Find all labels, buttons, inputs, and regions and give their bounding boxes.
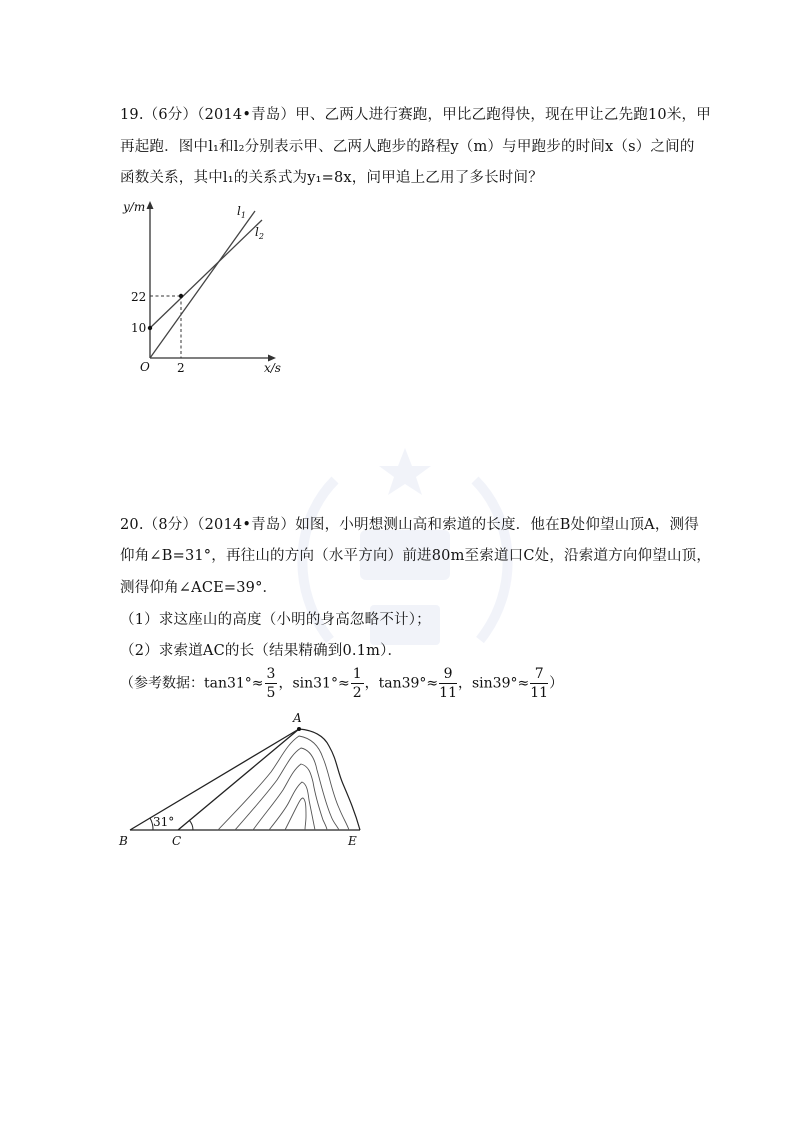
q19-line2: 再起跑．图中l₁和l₂分别表示甲、乙两人跑步的路程y（m）与甲跑步的时间x（s）之间的 bbox=[120, 139, 695, 155]
q20-line1: 20.（8分）（2014•青岛）如图，小明想测山高和索道的长度．他在B处仰望山顶A，测得 bbox=[120, 517, 699, 533]
ref-sin31-label: ，sin31°≈ bbox=[278, 675, 350, 692]
q20-part1: （1）求这座山的高度（小明的身高忽略不计）； bbox=[120, 612, 431, 628]
frac-tan31: $\frac{3}{5}$ bbox=[266, 666, 276, 701]
origin-label: O bbox=[140, 360, 150, 374]
line-l1 bbox=[150, 211, 255, 358]
q20-line2: 仰角∠B=31°，再往山的方向（水平方向）前进80m至索道口C处，沿索道方向仰望山顶， bbox=[120, 548, 712, 564]
q20-part2: （2）求索道AC的长（结果精确到0.1m）． bbox=[120, 643, 403, 659]
y-axis-label: y/m bbox=[123, 200, 146, 214]
point-A bbox=[297, 727, 301, 731]
ref-tan39-label: ，tan39°≈ bbox=[364, 675, 439, 692]
frac-tan39: $\frac{9}{11}$ bbox=[439, 666, 457, 701]
l1-label: $l_1$ bbox=[237, 204, 246, 220]
label-B: B bbox=[119, 834, 128, 848]
frac-sin31: $\frac{1}{2}$ bbox=[352, 666, 362, 701]
x-axis-label: x/s bbox=[264, 361, 281, 375]
q19-line1: 19.（6分）（2014•青岛）甲、乙两人进行赛跑，甲比乙跑得快，现在甲让乙先跑10米，甲 bbox=[120, 107, 711, 123]
angle-arc-C bbox=[189, 820, 193, 830]
ref-suffix: ） bbox=[549, 675, 564, 692]
q19-line3: 函数关系，其中l₁的关系式为y₁=8x，问甲追上乙用了多长时间？ bbox=[120, 170, 543, 186]
point-0-10 bbox=[148, 326, 152, 330]
y-axis-arrow bbox=[147, 201, 154, 209]
contour-4 bbox=[269, 782, 315, 830]
y-tick-22: 22 bbox=[131, 290, 147, 304]
l2-label: $l_2$ bbox=[255, 225, 264, 241]
line-l2 bbox=[150, 220, 262, 328]
label-C: C bbox=[172, 834, 182, 848]
q20-reference-data bbox=[120, 667, 563, 700]
q20-mountain-figure bbox=[115, 712, 375, 852]
ref-prefix: （参考数据：tan31°≈ bbox=[120, 675, 264, 692]
q19-function-graph bbox=[120, 195, 300, 380]
y-tick-10: 10 bbox=[131, 321, 147, 335]
label-A: A bbox=[293, 711, 302, 725]
x-tick-2: 2 bbox=[177, 361, 185, 375]
q20-line3: 测得仰角∠ACE=39°． bbox=[120, 580, 278, 596]
contour-2 bbox=[235, 748, 339, 830]
ref-sin39-label: ，sin39°≈ bbox=[458, 675, 530, 692]
angle-label-31: 31° bbox=[153, 815, 175, 829]
contour-1 bbox=[218, 736, 349, 830]
frac-sin39: $\frac{7}{11}$ bbox=[530, 666, 549, 701]
label-E: E bbox=[348, 834, 357, 848]
point-2-22 bbox=[179, 294, 183, 298]
